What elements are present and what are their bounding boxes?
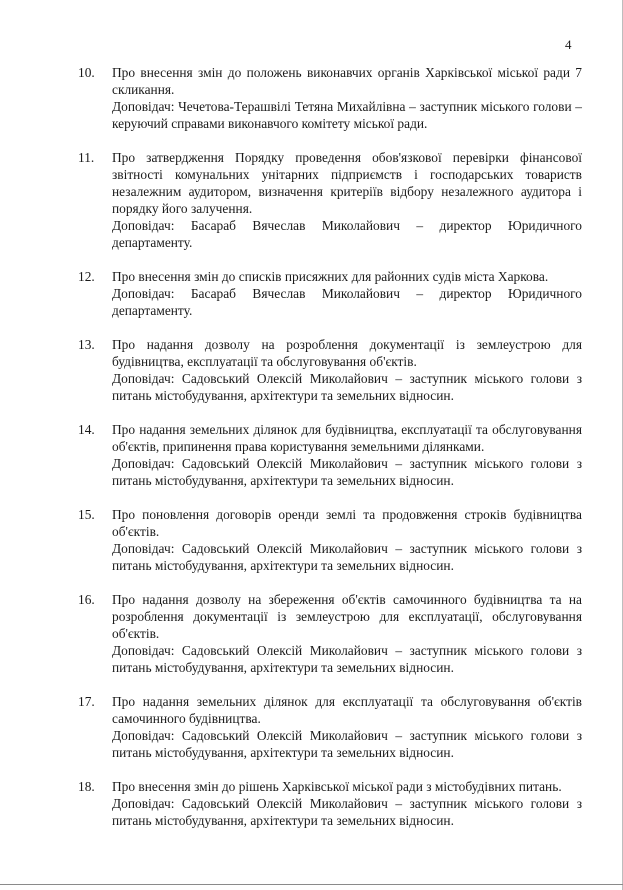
item-content: [112, 268, 582, 319]
item-speaker: Доповідач: Басараб Вячеслав Миколайович – директор Юридичного департаменту.: [112, 218, 582, 250]
item-speaker: Доповідач: Садовський Олексій Миколайович – заступник міського голови з питань містобудування, архітектури та земельних відносин.: [112, 728, 582, 760]
item-content: [112, 64, 582, 132]
item-content: [112, 421, 582, 489]
item-number: 14.: [78, 422, 95, 437]
item-speaker: Доповідач: Чечетова-Терашвілі Тетяна Михайлівна – заступник міського голови – керуючий справами виконавчого комітету міської ради.: [112, 99, 582, 131]
item-title: Про внесення змін до списків присяжних для районних судів міста Харкова.: [112, 269, 549, 284]
item-title: Про внесення змін до рішень Харківської міської ради з містобудівних питань.: [112, 779, 562, 794]
item-title: Про надання земельних ділянок для експлуатації та обслуговування об'єктів самочинного будівництва.: [112, 694, 582, 726]
item-speaker: Доповідач: Садовський Олексій Миколайович – заступник міського голови з питань містобудування, архітектури та земельних відносин.: [112, 643, 582, 675]
agenda-list: [78, 64, 582, 846]
item-speaker: Доповідач: Садовський Олексій Миколайович – заступник міського голови з питань містобудування, архітектури та земельних відносин.: [112, 796, 582, 828]
item-number: 15.: [78, 507, 95, 522]
item-title: Про затвердження Порядку проведення обов'язкової перевірки фінансової звітності комунальних унітарних підприємств і господарських товариств незалежним аудитором, визначення критеріїв відбору незалежного аудитора і порядку його залучення.: [112, 150, 582, 216]
item-speaker: Доповідач: Садовський Олексій Миколайович – заступник міського голови з питань містобудування, архітектури та земельних відносин.: [112, 456, 582, 488]
item-number: 16.: [78, 592, 95, 607]
item-title: Про надання дозволу на збереження об'єктів самочинного будівництва та на розроблення документації із землеустрою для експлуатації, обслуговування об'єктів.: [112, 592, 582, 641]
item-content: [112, 778, 582, 829]
item-number: 10.: [78, 65, 95, 80]
item-content: [112, 693, 582, 761]
item-speaker: Доповідач: Садовський Олексій Миколайович – заступник міського голови з питань містобудування, архітектури та земельних відносин.: [112, 541, 582, 573]
item-speaker: Доповідач: Садовський Олексій Миколайович – заступник міського голови з питань містобудування, архітектури та земельних відносин.: [112, 371, 582, 403]
agenda-item-14: [78, 421, 582, 489]
item-title: Про надання дозволу на розроблення документації із землеустрою для будівництва, експлуатації та обслуговування об'єктів.: [112, 337, 582, 369]
agenda-item-13: [78, 336, 582, 404]
agenda-item-10: [78, 64, 582, 132]
item-number: 11.: [78, 150, 95, 165]
item-number: 17.: [78, 694, 95, 709]
agenda-item-16: [78, 591, 582, 676]
item-title: Про поновлення договорів оренди землі та продовження строків будівництва об'єктів.: [112, 507, 582, 539]
item-content: [112, 336, 582, 404]
agenda-item-11: [78, 149, 582, 251]
item-title: Про внесення змін до положень виконавчих органів Харківської міської ради 7 скликання.: [112, 65, 582, 97]
agenda-item-18: [78, 778, 582, 829]
agenda-item-12: [78, 268, 582, 319]
bottom-border: [0, 884, 623, 885]
item-content: [112, 149, 582, 251]
item-number: 18.: [78, 779, 95, 794]
item-number: 12.: [78, 269, 95, 284]
page-number: 4: [565, 37, 572, 52]
item-number: 13.: [78, 337, 95, 352]
item-title: Про надання земельних ділянок для будівництва, експлуатації та обслуговування об'єктів, припинення права користування земельними ділянками.: [112, 422, 582, 454]
item-speaker: Доповідач: Басараб Вячеслав Миколайович – директор Юридичного департаменту.: [112, 286, 582, 318]
agenda-item-15: [78, 506, 582, 574]
item-content: [112, 506, 582, 574]
agenda-item-17: [78, 693, 582, 761]
item-content: [112, 591, 582, 676]
